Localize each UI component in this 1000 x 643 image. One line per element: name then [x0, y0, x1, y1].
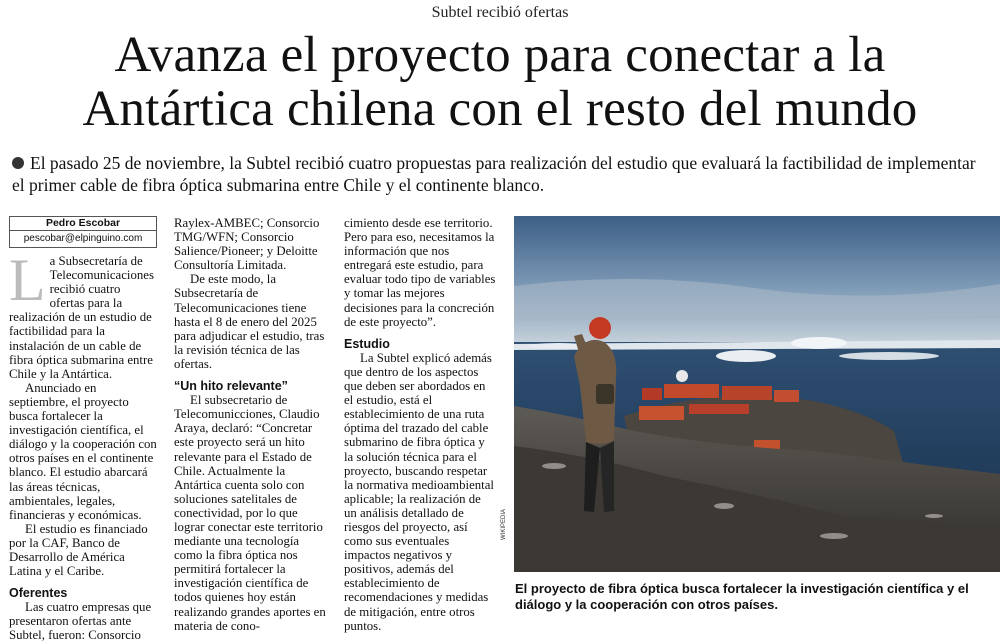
article-column-3 — [344, 216, 496, 633]
drop-cap: L — [9, 247, 46, 313]
author-name: Pedro Escobar — [10, 217, 156, 231]
paragraph: El estudio es financiado por la CAF, Banco de Desarrollo de América Latina y el Caribe. — [9, 521, 148, 579]
byline-box — [9, 216, 157, 248]
paragraph: Las cuatro empresas que presentaron ofertas ante Subtel, fueron: Consorcio — [9, 600, 152, 643]
paragraph: cimiento desde ese territorio. Pero para eso, necesitamos la información que nos entregará este estudio, para evaluar todo tipo de variables y tomar las mejores decisiones para la concreción de este proyecto”. — [344, 216, 496, 329]
paragraph: La Subtel explicó además que dentro de los aspectos que deben ser abordados en el estudio, está el establecimiento de una ruta óptima del trazado del cable submarino de fibra óptica y la solución técnica para el proyecto, buscando respetar la normativa medioambiental aplicable; la realización de un análisis detallado de riesgos del proyecto, así como sus eventuales impactos negativos y positivos, además del establecimiento de recomendaciones y medidas de mitigación, entre otros puntos. — [344, 350, 494, 633]
lead-paragraph — [12, 152, 992, 196]
subheading-oferentes: Oferentes — [9, 586, 68, 601]
paragraph: De este modo, la Subsecretaría de Telecomunicaciones tiene hasta el 8 de enero del 2025 para adjudicar el estudio, tras la revisión técnica de las ofertas. — [174, 272, 325, 371]
subheading-hito: “Un hito relevante” — [174, 379, 288, 394]
paragraph: Anunciado en septiembre, el proyecto busca fortalecer la investigación científica, el diálogo y la cooperación con otros países en el continente blanco. El estudio abarcará las áreas técnicas, ambientales, legales, financieras y económicas. — [9, 380, 157, 522]
author-email: pescobar@elpinguino.com — [23, 233, 143, 244]
headline-line-1: Avanza el proyecto para conectar a la — [114, 27, 886, 83]
article-column-1 — [9, 216, 157, 643]
paragraph: Raylex-AMBEC; Consorcio TMG/WFN; Consorcio Salience/Pioneer; y Deloitte Consultoría Limitada. — [174, 216, 320, 273]
lead-text: El pasado 25 de noviembre, la Subtel recibió cuatro propuestas para realización del estudio que evaluará la factibilidad de implementar el primer cable de fibra óptica submarina entre Chile y el continente blanco. — [12, 153, 976, 195]
photo-caption: El proyecto de fibra óptica busca fortalecer la investigación científica y el diálogo y la cooperación con otros países. — [515, 581, 969, 612]
kicker: Subtel recibió ofertas — [431, 4, 569, 21]
subheading-estudio: Estudio — [344, 336, 390, 351]
paragraph: El subsecretario de Telecomunicciones, Claudio Araya, declaró: “Concretar este proyecto será un hito relevante para el Estado de Chile. Actualmente la Antártica cuenta solo con soluciones satelitales de conectividad, por lo que lograr conectar este territorio mediante una tecnología como la fibra óptica nos permitirá fortalecer la investigación científica de todos quienes hoy están realizando grandes aportes en materia de cono- — [174, 393, 326, 633]
headline-line-2: Antártica chilena con el resto del mundo — [82, 81, 918, 137]
antarctic-base-photo — [514, 216, 1000, 572]
article-photo — [514, 216, 1000, 572]
paragraph — [9, 247, 157, 381]
paragraph-text: a Subsecretaría de Telecomunicaciones recibió cuatro ofertas para la realización de un estudio de factibilidad para la instalación de un cable de fibra óptica submarina entre Chile y la Antártica. — [9, 254, 154, 381]
bullet-icon — [12, 157, 24, 169]
photo-credit: WIKIPEDIA — [501, 508, 507, 540]
article-column-2 — [174, 216, 328, 633]
headline — [0, 28, 1000, 136]
